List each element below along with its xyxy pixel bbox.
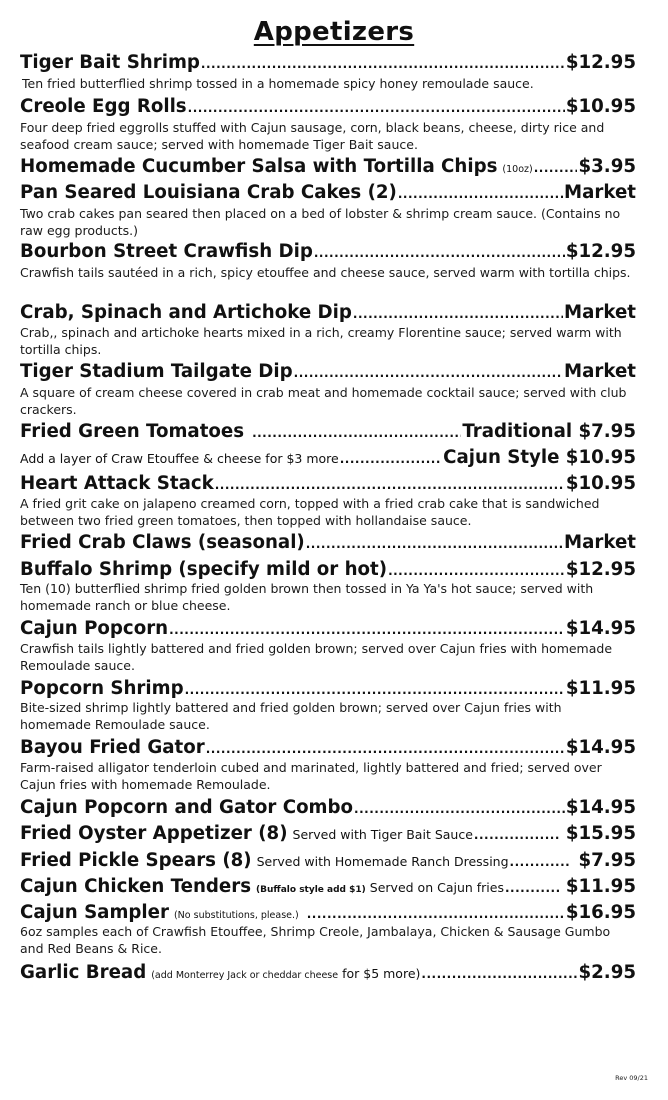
item-name: Fried Green Tomatoes	[20, 421, 245, 442]
item-name: Tiger Stadium Tailgate Dip	[20, 361, 293, 382]
dot-leader	[252, 426, 461, 440]
menu-item-fried-oyster	[20, 823, 636, 844]
item-description: Ten fried butterflied shrimp tossed in a homemade spicy honey remoulade sauce.	[22, 76, 534, 91]
item-name: Bourbon Street Crawfish Dip	[20, 241, 313, 262]
item-price: $11.95	[565, 876, 636, 897]
revision-label: Rev 09/21	[615, 1074, 648, 1082]
item-name: Bayou Fried Gator	[20, 737, 205, 758]
item-description: A fried grit cake on jalapeno creamed corn, topped with a fried crab cake that is sandwiched between two fried green tomatoes, then topped with hollandaise sauce.	[20, 496, 600, 528]
item-price: $14.95	[565, 737, 636, 758]
item-name: Fried Pickle Spears (8)	[20, 850, 252, 871]
dot-leader	[354, 802, 565, 816]
item-price: Market	[564, 361, 636, 382]
menu-item-popcorn-gator-combo	[20, 797, 636, 818]
menu-item-cajun-popcorn	[20, 618, 636, 639]
item-price: $10.95	[565, 473, 636, 494]
menu-item-fried-crab-claws	[20, 532, 636, 553]
item-note: (10oz)	[502, 164, 533, 175]
menu-item-cajun-sampler	[20, 902, 636, 923]
dot-leader	[307, 907, 565, 921]
item-name: Popcorn Shrimp	[20, 678, 184, 699]
item-description: Crab,, spinach and artichoke hearts mixed in a rich, creamy Florentine sauce; served warm with tortilla chips.	[20, 325, 622, 357]
menu-item-cucumber-salsa	[20, 156, 636, 177]
menu-item-garlic-bread	[20, 962, 636, 983]
dot-leader	[188, 101, 565, 115]
menu-item-fried-green-tomatoes	[20, 421, 636, 442]
item-name: Cajun Popcorn	[20, 618, 169, 639]
item-price: Market	[564, 302, 636, 323]
item-price: $14.95	[565, 797, 636, 818]
menu-item-addon-line	[20, 447, 636, 468]
item-note: Served with Tiger Bait Sauce	[292, 827, 473, 842]
item-description: Four deep fried eggrolls stuffed with Cajun sausage, corn, black beans, cheese, dirty rice and seafood cream sauce; served with homemade Tiger Bait sauce.	[20, 120, 605, 152]
item-name: Tiger Bait Shrimp	[20, 52, 200, 73]
item-price: Traditional $7.95	[462, 421, 636, 442]
dot-leader	[294, 366, 563, 380]
item-description: 6oz samples each of Crawfish Etouffee, Shrimp Creole, Jambalaya, Chicken & Sausage Gumbo and Red Beans & Rice.	[20, 924, 611, 956]
item-note-small: (Buffalo style add $1)	[256, 885, 366, 895]
item-description: Crawfish tails lightly battered and fried golden brown; served over Cajun fries with homemade Remoulade sauce.	[20, 641, 613, 673]
item-description: A square of cream cheese covered in crab meat and homemade cocktail sauce; served with club crackers.	[20, 385, 627, 417]
item-price: Market	[564, 532, 636, 553]
item-price: $12.95	[565, 241, 636, 262]
item-name: Homemade Cucumber Salsa with Tortilla Chips	[20, 156, 498, 177]
menu-item-fried-pickle-spears	[20, 850, 636, 871]
menu-item-bayou-fried-gator	[20, 737, 636, 758]
dot-leader	[353, 307, 563, 321]
item-price: $10.95	[565, 96, 636, 117]
item-description: Ten (10) butterflied shrimp fried golden brown then tossed in Ya Ya's hot sauce; served with homemade ranch or blue cheese.	[20, 581, 594, 613]
item-note-small: (No substitutions, please.)	[173, 910, 299, 921]
item-price: $14.95	[565, 618, 636, 639]
menu-item-crab-cakes	[20, 182, 636, 203]
item-description: Bite-sized shrimp lightly battered and fried golden brown; served over Cajun fries with homemade Remoulade sauce.	[20, 700, 562, 732]
dot-leader	[534, 161, 578, 175]
dot-leader	[185, 683, 565, 697]
item-price: Market	[564, 182, 636, 203]
dot-leader	[510, 855, 572, 869]
item-description: Crawfish tails sautéed in a rich, spicy etouffee and cheese sauce, served warm with tortilla chips.	[20, 265, 631, 280]
item-note: Served with Homemade Ranch Dressing	[256, 854, 509, 869]
item-name: Crab, Spinach and Artichoke Dip	[20, 302, 352, 323]
item-name: Heart Attack Stack	[20, 473, 214, 494]
menu-item-heart-attack-stack	[20, 473, 636, 494]
item-name: Creole Egg Rolls	[20, 96, 187, 117]
item-note-small: (add Monterrey Jack or cheddar cheese	[151, 970, 339, 981]
dot-leader	[421, 967, 577, 981]
dot-leader	[169, 623, 565, 637]
menu-item-creole-egg-rolls	[20, 96, 636, 117]
menu-item-spinach-artichoke-dip	[20, 302, 636, 323]
dot-leader	[206, 742, 565, 756]
item-name: Buffalo Shrimp (specify mild or hot)	[20, 559, 388, 580]
menu-item-buffalo-shrimp	[20, 559, 636, 580]
item-description: Two crab cakes pan seared then placed on a bed of lobster & shrimp cream sauce. (Contains no raw egg products.)	[20, 206, 621, 238]
item-addon: Add a layer of Craw Etouffee & cheese for $3 more	[20, 451, 339, 466]
item-name: Cajun Chicken Tenders	[20, 876, 252, 897]
dot-leader	[388, 564, 565, 578]
item-name: Fried Oyster Appetizer (8)	[20, 823, 288, 844]
menu-item-popcorn-shrimp	[20, 678, 636, 699]
item-note: for $5 more)	[342, 966, 421, 981]
dot-leader	[314, 246, 565, 260]
dot-leader	[201, 57, 565, 71]
item-name: Fried Crab Claws (seasonal)	[20, 532, 305, 553]
item-name: Cajun Sampler	[20, 902, 169, 923]
menu-title: Appetizers	[253, 17, 415, 47]
menu-item-crawfish-dip	[20, 241, 636, 262]
menu-item-tiger-bait-shrimp	[20, 52, 636, 73]
dot-leader	[215, 478, 565, 492]
item-name: Pan Seared Louisiana Crab Cakes (2)	[20, 182, 397, 203]
item-description: Farm-raised alligator tenderloin cubed and marinated, lightly battered and fried; served over Cajun fries with homemade Remoulade.	[20, 760, 602, 792]
dot-leader	[505, 881, 559, 895]
item-price: $12.95	[565, 559, 636, 580]
item-price: $7.95	[578, 850, 636, 871]
item-price: $3.95	[578, 156, 636, 177]
item-price: $11.95	[565, 678, 636, 699]
item-price: $16.95	[565, 902, 636, 923]
menu-item-chicken-tenders	[20, 876, 636, 897]
item-note: Served on Cajun fries	[369, 880, 504, 895]
dot-leader	[398, 187, 563, 201]
menu-item-tailgate-dip	[20, 361, 636, 382]
item-price: $12.95	[565, 52, 636, 73]
dot-leader	[474, 828, 559, 842]
item-price: $15.95	[565, 823, 636, 844]
item-name: Cajun Popcorn and Gator Combo	[20, 797, 354, 818]
item-price: $2.95	[578, 962, 636, 983]
dot-leader	[306, 537, 563, 551]
item-name: Garlic Bread	[20, 962, 147, 983]
item-addon-price: Cajun Style $10.95	[443, 447, 636, 468]
dot-leader	[340, 452, 442, 466]
